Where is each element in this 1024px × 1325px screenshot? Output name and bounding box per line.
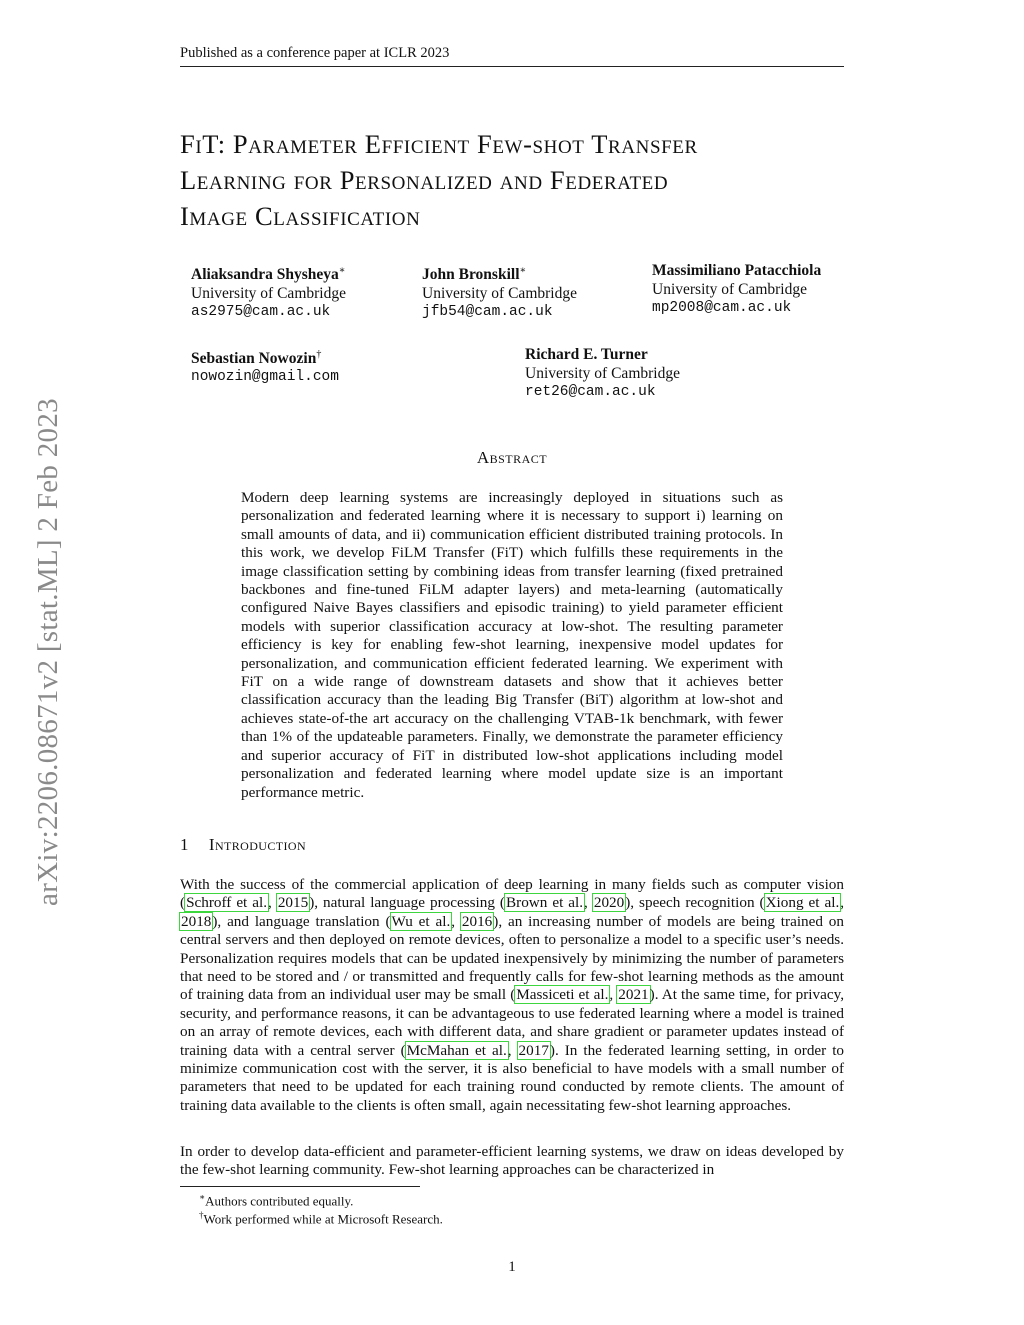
citation-year-link[interactable]: 2018: [181, 912, 212, 930]
author-email: jfb54@cam.ac.uk: [422, 304, 553, 321]
abstract-text: Modern deep learning systems are increasingly deployed in situations such as personalization and federated learning where it is necessary to support i) learning on small amounts of data, and ii) communication efficient distributed training protocols. In this work, we develop FiLM Transfer (FiT) which fulfills these requirements in the image classification setting by combining ideas from transfer learning (fixed pretrained backbones and fine-tuned FiLM adapter layers) and meta-learning (automatically configured Naive Bayes classifiers and episodic training) to yield parameter efficient models with superior classification accuracy at low-shot. The resulting parameter efficiency is key for enabling few-shot learning, inexpensive model updates for personalization, and communication efficient federated learning. We experiment with FiT on a wide range of downstream datasets and show that it achieves better classification accuracy than the leading Big Transfer (BiT) algorithm at low-shot and achieves state-of-the art accuracy on the challenging VTAB-1k benchmark, with fewer than 1% of the updateable parameters. Finally, we demonstrate the parameter efficiency and superior accuracy of FiT in distributed low-shot applications including model personalization and federated learning where model update size is an important performance metric.: [241, 489, 783, 801]
author-affiliation: University of Cambridge: [191, 285, 346, 303]
citation-link[interactable]: Brown et al.: [506, 894, 584, 912]
footnote: [199, 1207, 443, 1227]
text-run: With the success of the commercial application of deep learning in many fields such as computer vision (: [180, 876, 844, 912]
citation-year-link[interactable]: 2021: [618, 986, 649, 1004]
citation-year-link[interactable]: 2016: [461, 912, 493, 930]
author-email: ret26@cam.ac.uk: [525, 384, 656, 400]
author-email: mp2008@cam.ac.uk: [652, 300, 792, 316]
running-head: Published as a conference paper at ICLR 2023: [180, 45, 450, 61]
author-block: [191, 345, 339, 387]
author-affiliation: University of Cambridge: [525, 365, 680, 382]
section-number: 1: [180, 835, 189, 854]
author-affiliation: University of Cambridge: [422, 285, 577, 303]
citation-link[interactable]: McMahan et al.: [406, 1041, 507, 1059]
footnote-text: Work performed while at Microsoft Research.: [203, 1211, 443, 1227]
text-run: ), an increasing number of models are being trained on central servers and then deployed on remote devices, often to personalize a model to a specific user’s needs. Personalization requires models that can be updated inexpensively by minimizing the number of parameters that need to be stored and / or transmitted and frequently calls for few-shot learning methods as the amount of training data from an individual user may be small (: [180, 912, 844, 1004]
footnote-mark: ∗: [199, 1192, 206, 1202]
author-block: [525, 345, 680, 402]
footnote-text: Authors contributed equally.: [205, 1193, 354, 1209]
text-run: ), speech recognition (: [625, 894, 765, 912]
citation-year-link[interactable]: 2020: [593, 894, 625, 912]
text-run: ), natural language processing (: [309, 894, 505, 912]
header-rule: [180, 66, 844, 67]
author-mark: ∗: [519, 265, 527, 276]
author-name: Aliaksandra Shysheya: [191, 266, 339, 284]
author-block: [652, 261, 821, 318]
page-number: 1: [508, 1259, 516, 1275]
citation-link[interactable]: Massiceti et al.: [516, 986, 609, 1004]
title-line-1: FiT: Parameter Efficient Few-shot Transfer: [180, 129, 698, 159]
citation-link[interactable]: Schroff et al.: [186, 894, 268, 912]
text-run: ). In the federated learning setting, in order to minimize communication cost with the server, it is also beneficial to have models with a small number of parameters that need to be updated for each training round conducted by remote clients. The amount of training data available to the clients is often small, again necessitating few-shot learning approaches.: [180, 1041, 845, 1114]
section-title: Introduction: [208, 835, 307, 854]
author-mark: †: [316, 349, 322, 360]
section-heading: [180, 835, 306, 855]
author-block: [191, 261, 346, 322]
citation-link[interactable]: Xiong et al.: [765, 894, 840, 912]
intro-paragraph-1: With the success of the commercial application of deep learning in many fields such as computer vision (Schroff et al., 2015), natural language processing (Brown et al., 2020), speech recognition (Xiong et al., 2018), and language translation (Wu et al., 2016), an increasing number of models are being trained on central servers and then deployed on remote devices, often to personalize a model to a specific user’s needs. Personalization requires models that can be updated inexpensively by minimizing the number of parameters that need to be stored and / or transmitted and frequently calls for few-shot learning methods as the amount of training data from an individual user may be small (Massiceti et al., 2021). At the same time, for privacy, security, and performance reasons, it can be advantageous to use federated learning where a model is trained on an array of remote devices, each with different data, and share gradient or parameter updates instead of training data with a central server (McMahan et al., 2017). In the federated learning setting, in order to minimize communication cost with the server, it is also beneficial to have models with a small number of parameters that need to be updated for each training round conducted by remote clients. The amount of training data available to the clients is often small, again necessitating few-shot learning approaches.: [180, 876, 845, 1114]
author-affiliation: University of Cambridge: [652, 281, 807, 298]
author-name: John Bronskill: [422, 266, 520, 284]
footnote-mark: †: [199, 1210, 204, 1220]
citation-year-link[interactable]: 2017: [518, 1041, 549, 1059]
abstract-heading: Abstract: [476, 448, 548, 467]
author-mark: ∗: [338, 265, 346, 276]
citation-link[interactable]: Wu et al.: [391, 912, 451, 930]
text-run: ), and language translation (: [212, 912, 391, 930]
text-run: ). At the same time, for privacy, security, and performance reasons, it can be advantageous to use federated learning where a model is trained on an array of remote devices, each with different data, and share gradient or parameter updates instead of training data with a central server (: [180, 986, 844, 1059]
author-name: Richard E. Turner: [525, 346, 648, 363]
author-name: Sebastian Nowozin: [191, 350, 317, 368]
author-email: as2975@cam.ac.uk: [191, 304, 331, 321]
author-email: nowozin@gmail.com: [191, 369, 339, 386]
citation-year-link[interactable]: 2015: [277, 894, 309, 912]
intro-paragraph-2: In order to develop data-efficient and parameter-efficient learning systems, we draw on ideas developed by the few-shot learning community. Few-shot learning approaches can be characterized in: [180, 1143, 844, 1179]
title-line-2: Learning for Personalized and Federated: [180, 165, 669, 195]
author-block: [422, 261, 577, 322]
arxiv-id: arXiv:2206.08671v2 [stat.ML] 2 Feb 2023: [32, 398, 64, 906]
paper-title: [180, 126, 850, 234]
author-name: Massimiliano Patacchiola: [652, 262, 822, 279]
title-line-3: Image Classification: [180, 201, 421, 231]
footnote-rule: [180, 1186, 420, 1187]
